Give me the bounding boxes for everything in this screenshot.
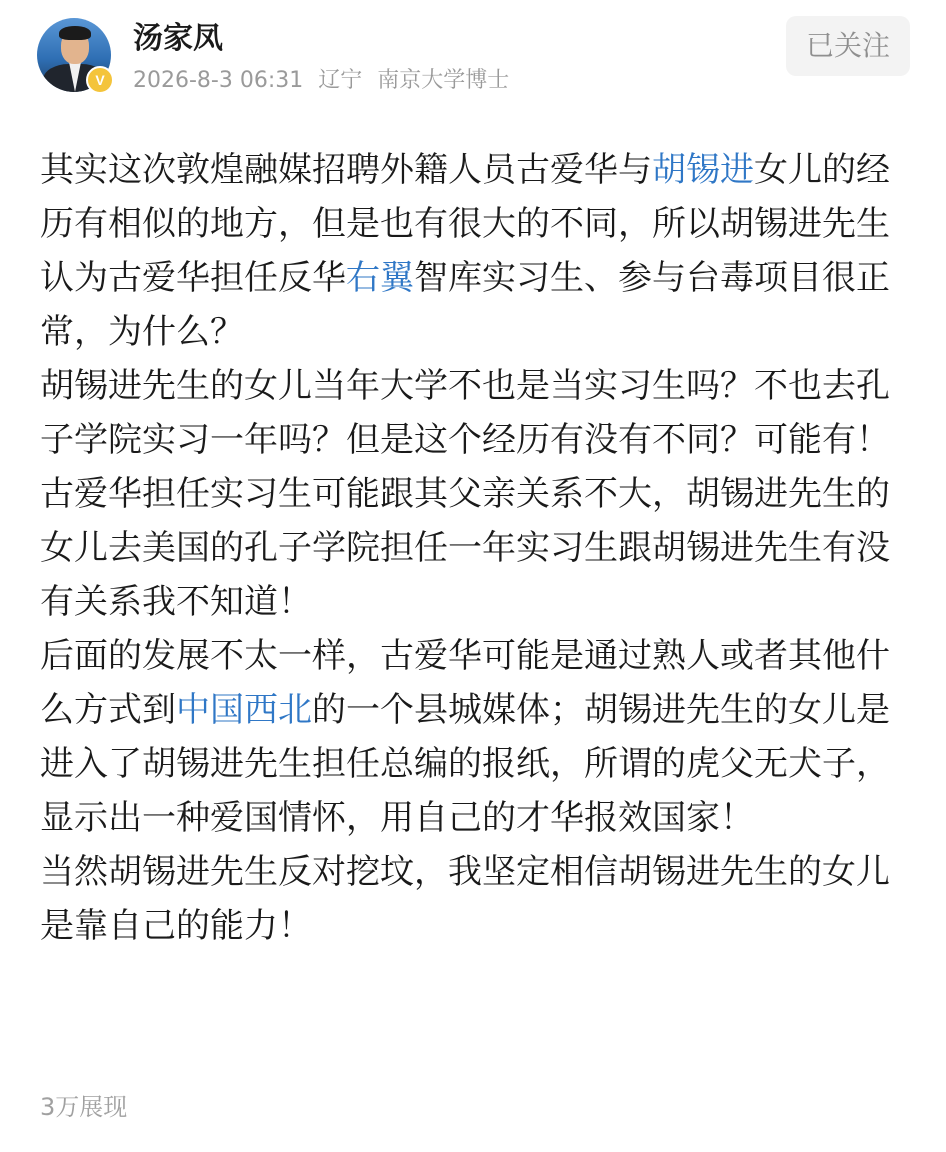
author-title-badge: 南京大学博士 bbox=[377, 68, 510, 93]
paragraph-4: 当然胡锡进先生反对挖坟，我坚定相信胡锡进先生的女儿是靠自己的能力！ bbox=[40, 852, 890, 946]
topic-link-northwest-china[interactable]: 中国西北 bbox=[176, 690, 312, 730]
author-name[interactable]: 汤家凤 bbox=[133, 21, 223, 56]
post-meta bbox=[133, 66, 517, 96]
verified-badge-icon: V bbox=[86, 66, 114, 94]
paragraph-3: 后面的发展不太一样，古爱华可能是通过熟人或者其他什么方式到中国西北的一个县城媒体；胡锡进先生的女儿是进入了胡锡进先生担任总编的报纸，所谓的虎父无犬子，显示出一种爱国情怀，用自己的才华报效国家！ bbox=[40, 636, 890, 838]
follow-button[interactable]: 已关注 bbox=[786, 16, 910, 76]
paragraph-1: 其实这次敦煌融媒招聘外籍人员古爱华与胡锡进女儿的经历有相似的地方，但是也有很大的不同，所以胡锡进先生认为古爱华担任反华右翼智库实习生、参与台毒项目很正常，为什么？ bbox=[40, 150, 890, 352]
post-content bbox=[40, 143, 896, 953]
view-count: 3万展现 bbox=[40, 1093, 128, 1121]
topic-link-right-wing[interactable]: 右翼 bbox=[346, 258, 414, 298]
topic-link-hu-xijin[interactable]: 胡锡进 bbox=[652, 150, 754, 190]
post-header bbox=[0, 0, 946, 120]
post-timestamp: 2026-8-3 06:31 bbox=[133, 68, 304, 93]
post-location: 辽宁 bbox=[318, 68, 363, 93]
paragraph-2: 胡锡进先生的女儿当年大学不也是当实习生吗？不也去孔子学院实习一年吗？但是这个经历有没有不同？可能有！古爱华担任实习生可能跟其父亲关系不大，胡锡进先生的女儿去美国的孔子学院担任一年实习生跟胡锡进先生有没有关系我不知道！ bbox=[40, 366, 890, 622]
